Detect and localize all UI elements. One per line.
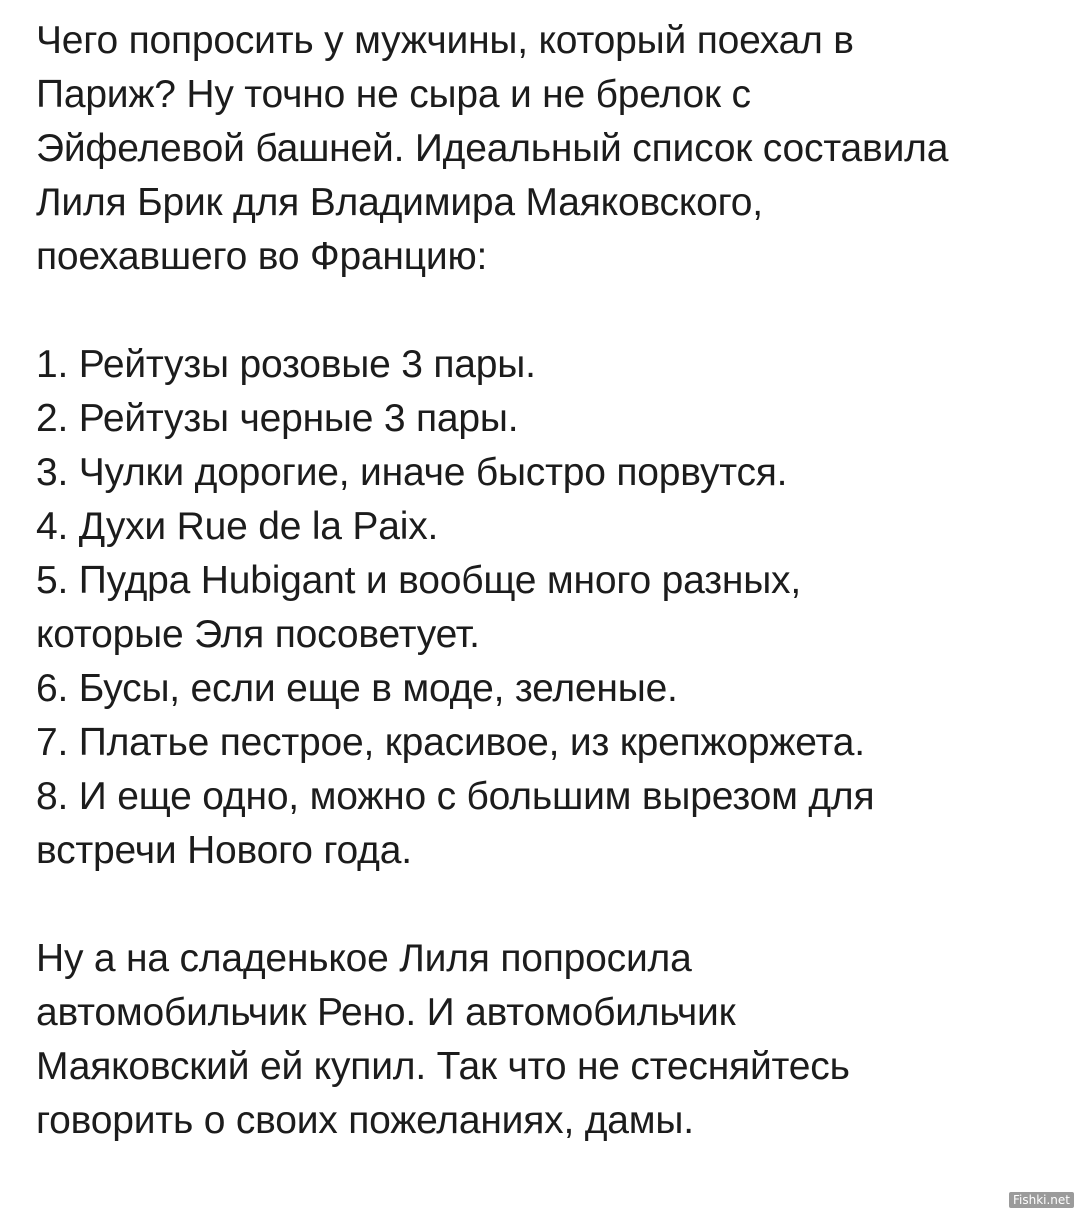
outro-line: Маяковский ей купил. Так что не стесняйтесь [36, 1045, 850, 1088]
list-item-continuation: встречи Нового года. [36, 829, 412, 872]
watermark: Fishki.net [1009, 1192, 1074, 1208]
shopping-list [36, 338, 1066, 878]
list-item: 3. Чулки дорогие, иначе быстро порвутся. [36, 451, 788, 494]
list-item: 8. И еще одно, можно с большим вырезом для [36, 775, 875, 818]
paragraph-gap [36, 284, 1066, 338]
list-item: 1. Рейтузы розовые 3 пары. [36, 343, 536, 386]
list-item: 2. Рейтузы черные 3 пары. [36, 397, 519, 440]
list-item-continuation: которые Эля посоветует. [36, 613, 480, 656]
list-item: 7. Платье пестрое, красивое, из крепжоржета. [36, 721, 865, 764]
outro-line: автомобильчик Рено. И автомобильчик [36, 991, 736, 1034]
outro-paragraph [36, 932, 1066, 1148]
intro-line: поехавшего во Францию: [36, 235, 488, 278]
list-item: 4. Духи Rue de la Paix. [36, 505, 439, 548]
list-item: 6. Бусы, если еще в моде, зеленые. [36, 667, 678, 710]
intro-line: Эйфелевой башней. Идеальный список составила [36, 127, 949, 170]
intro-line: Чего попросить у мужчины, который поехал в [36, 19, 854, 62]
post-text [36, 14, 1066, 1148]
intro-paragraph [36, 14, 1066, 284]
outro-line: Ну а на сладенькое Лиля попросила [36, 937, 692, 980]
list-item: 5. Пудра Hubigant и вообще много разных, [36, 559, 801, 602]
intro-line: Лиля Брик для Владимира Маяковского, [36, 181, 763, 224]
outro-line: говорить о своих пожеланиях, дамы. [36, 1099, 694, 1142]
intro-line: Париж? Ну точно не сыра и не брелок с [36, 73, 751, 116]
paragraph-gap [36, 878, 1066, 932]
